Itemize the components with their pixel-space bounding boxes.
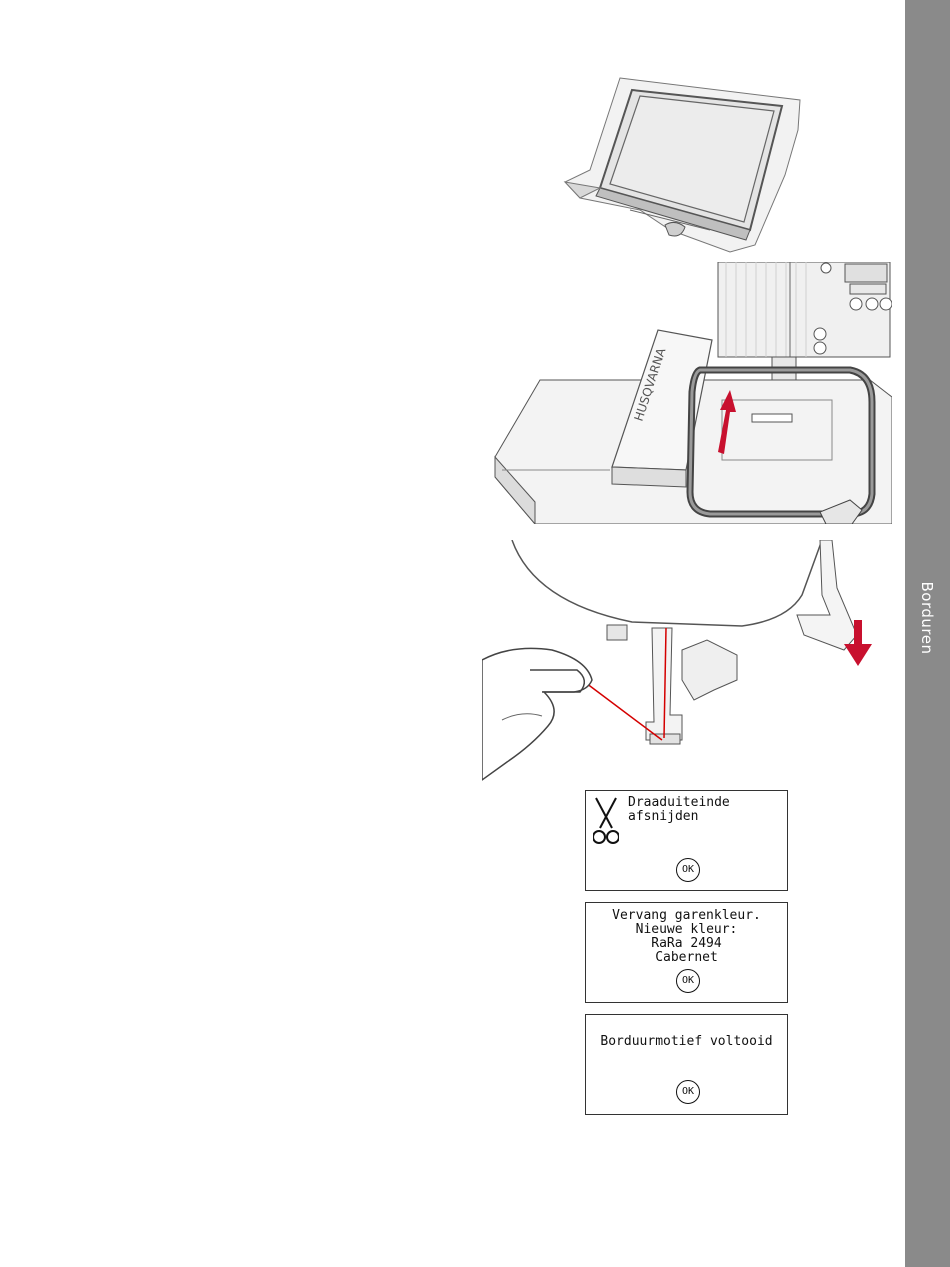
ok-button[interactable]: OK — [676, 969, 700, 993]
thread-trim-illustration — [482, 540, 877, 783]
lcd-change-line-4: Cabernet — [655, 950, 718, 965]
lcd-change-line-1: Vervang garenkleur. — [612, 908, 761, 923]
lcd-complete-line-1: Borduurmotief voltooid — [600, 1034, 773, 1049]
lcd-trim-line-2: afsnijden — [628, 809, 699, 824]
lcd-complete-screen — [585, 1014, 788, 1115]
lcd-change-line-2: Nieuwe kleur: — [635, 922, 738, 937]
ok-button[interactable]: OK — [676, 858, 700, 882]
machine-hoop-illustration — [490, 262, 892, 524]
lcd-trim-line-1: Draaduiteinde — [628, 795, 730, 810]
ok-button[interactable]: OK — [676, 1080, 700, 1104]
scissors-icon — [593, 796, 619, 846]
brand-lettering: HUSQVARNA — [631, 346, 669, 423]
chapter-tab-label: Borduren — [918, 581, 936, 655]
lcd-trim-thread-screen — [585, 790, 788, 891]
lcd-change-line-3: RaRa 2494 — [651, 936, 722, 951]
hooped-fabric-illustration — [560, 70, 810, 255]
lcd-change-color-screen — [585, 902, 788, 1003]
